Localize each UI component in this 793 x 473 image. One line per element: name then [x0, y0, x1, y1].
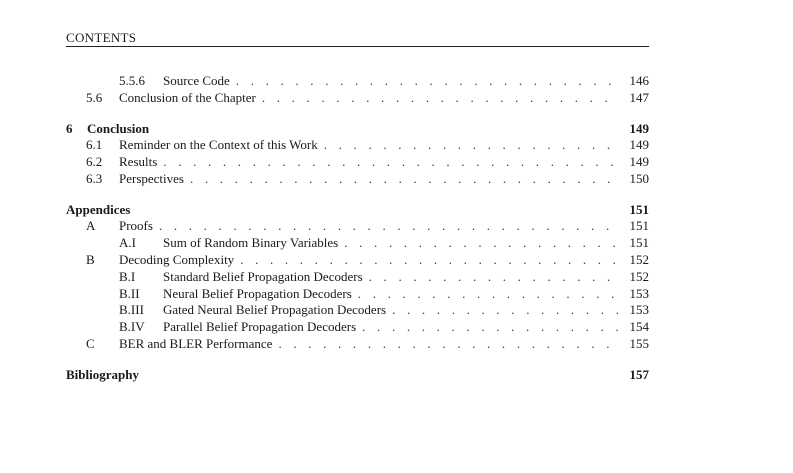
toc-number: 6: [66, 121, 73, 136]
toc-number: 6.2: [86, 154, 103, 169]
leader-dots: [262, 90, 619, 106]
toc-title: Perspectives: [119, 171, 184, 186]
toc-appendix-c[interactable]: [66, 336, 649, 352]
toc-title: Appendices: [66, 202, 131, 217]
toc-appendix-b-ii[interactable]: [66, 286, 649, 302]
toc-title: Reminder on the Context of this Work: [119, 137, 318, 152]
leader-dots: [369, 269, 619, 285]
toc-title: Results: [119, 154, 158, 169]
toc-appendices[interactable]: [66, 202, 649, 218]
toc-page: 151: [629, 202, 649, 217]
toc-page: 150: [629, 171, 649, 186]
toc-page: 149: [629, 154, 649, 169]
toc-page: 151: [629, 235, 649, 250]
toc-appendix-a[interactable]: [66, 218, 649, 234]
leader-dots: [163, 154, 619, 170]
toc-title: Parallel Belief Propagation Decoders: [163, 319, 357, 334]
toc-title: Conclusion: [87, 121, 150, 136]
toc-title: Neural Belief Propagation Decoders: [163, 286, 352, 301]
toc-page: 155: [629, 336, 649, 351]
toc-number: 5.5.6: [119, 73, 145, 88]
toc-number: 5.6: [86, 90, 103, 105]
toc-title: Bibliography: [66, 367, 139, 382]
toc-appendix-a-i[interactable]: [66, 235, 649, 251]
toc-page: 146: [629, 73, 649, 88]
toc-page: 157: [629, 367, 649, 382]
toc-title: Decoding Complexity: [119, 252, 235, 267]
toc-number: B.II: [119, 286, 140, 301]
leader-dots: [190, 171, 619, 187]
toc-number: 6.1: [86, 137, 103, 152]
toc-page: 152: [629, 269, 649, 284]
toc-chapter-6[interactable]: [66, 121, 649, 137]
toc-entry-5-5-6[interactable]: [66, 73, 649, 89]
toc-entry-6-1[interactable]: [66, 137, 649, 153]
leader-dots: [240, 252, 619, 268]
toc-title: Sum of Random Binary Variables: [163, 235, 339, 250]
leader-dots: [392, 302, 619, 318]
toc-number: B.IV: [119, 319, 145, 334]
toc-page: 153: [629, 302, 649, 317]
toc-number: B.III: [119, 302, 144, 317]
toc-page: 151: [629, 218, 649, 233]
toc-title: BER and BLER Performance: [119, 336, 273, 351]
toc-title: Conclusion of the Chapter: [119, 90, 256, 105]
toc-title: Standard Belief Propagation Decoders: [163, 269, 363, 284]
toc-number: A: [86, 218, 96, 233]
leader-dots: [362, 319, 619, 335]
leader-dots: [236, 73, 619, 89]
toc-number: B: [86, 252, 95, 267]
toc-entry-6-3[interactable]: [66, 171, 649, 187]
toc-appendix-b-i[interactable]: [66, 269, 649, 285]
leader-dots: [344, 235, 619, 251]
toc-number: B.I: [119, 269, 136, 284]
toc-title: Gated Neural Belief Propagation Decoders: [163, 302, 387, 317]
toc-entry-5-6[interactable]: [66, 90, 649, 106]
toc-bibliography[interactable]: [66, 367, 649, 383]
toc-appendix-b-iii[interactable]: [66, 302, 649, 318]
toc-number: C: [86, 336, 95, 351]
toc-page: 149: [629, 121, 649, 136]
toc-page: 147: [629, 90, 649, 105]
toc-title: Source Code: [163, 73, 230, 88]
leader-dots: [278, 336, 619, 352]
toc-page: 149: [629, 137, 649, 152]
toc-page: 153: [629, 286, 649, 301]
toc-appendix-b[interactable]: [66, 252, 649, 268]
toc-number: 6.3: [86, 171, 103, 186]
toc-page: 154: [629, 319, 649, 334]
leader-dots: [324, 137, 619, 153]
running-header: CONTENTS: [66, 30, 137, 45]
leader-dots: [159, 218, 619, 234]
toc-page: 152: [629, 252, 649, 267]
toc-title: Proofs: [119, 218, 153, 233]
toc-number: A.I: [119, 235, 136, 250]
toc-appendix-b-iv[interactable]: [66, 319, 649, 335]
header-rule: [66, 46, 649, 47]
toc-entry-6-2[interactable]: [66, 154, 649, 170]
leader-dots: [358, 286, 619, 302]
